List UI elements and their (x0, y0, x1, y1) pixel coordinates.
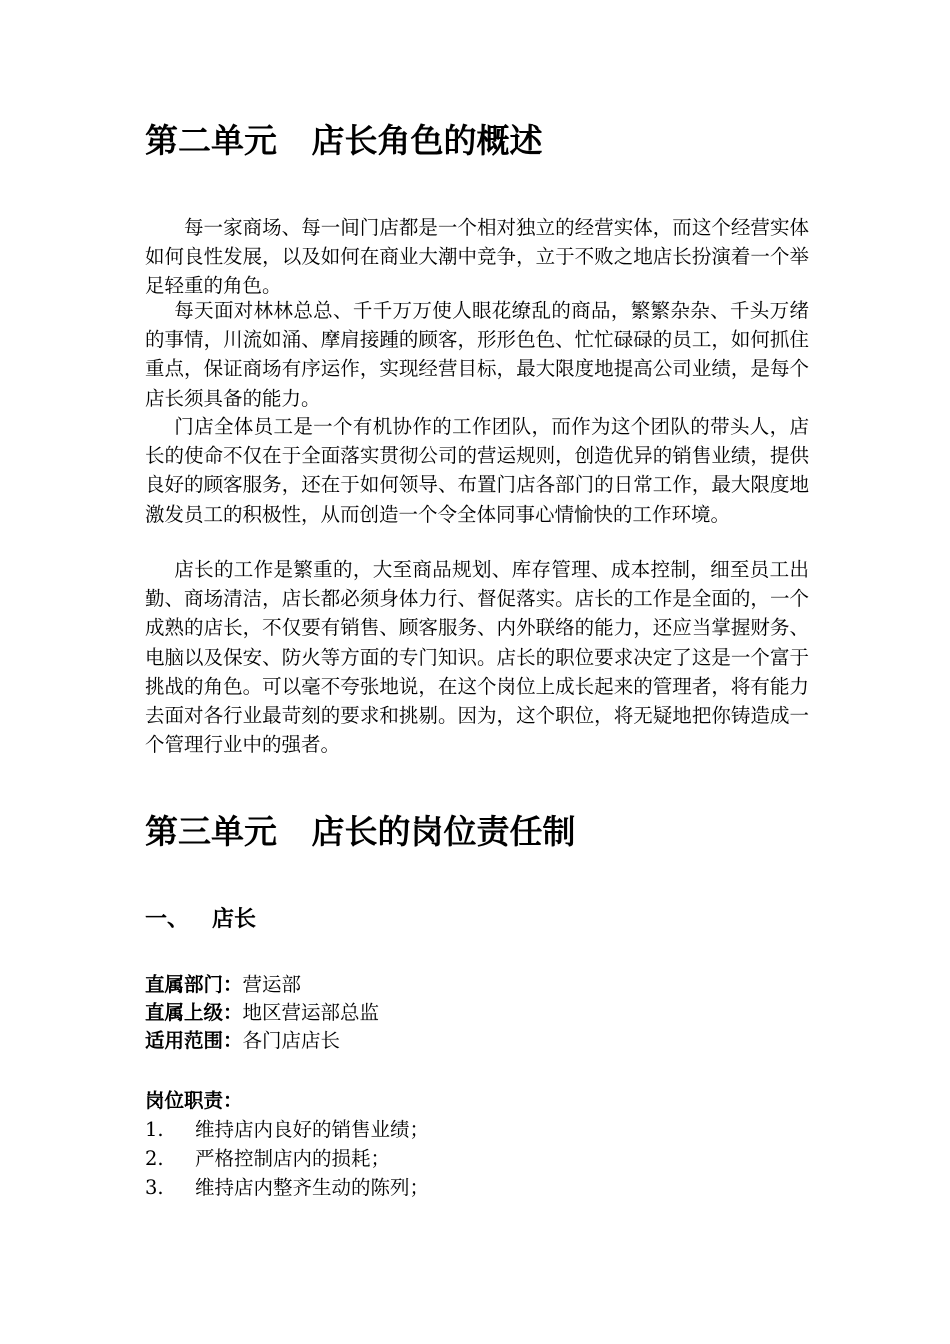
duty-item-2 (145, 1144, 390, 1173)
section2-paragraph-2: 每天面对林林总总、千千万万使人眼花缭乱的商品，繁繁杂杂、千头万绪的事情，川流如涌、摩肩接踵的顾客，形形色色、忙忙碌碌的员工，如何抓住重点，保证商场有序运作，实现经营目标，最大限度地提高公司业绩，是每个店长须具备的能力。 (145, 299, 809, 410)
field-scope-key: 适用范围： (145, 1029, 243, 1052)
duty-number: 1. (145, 1118, 164, 1141)
duty-number: 3. (145, 1176, 164, 1199)
field-superior (145, 998, 379, 1027)
section2-paragraph-4: 店长的工作是繁重的，大至商品规划、库存管理、成本控制，细至员工出勤、商场清洁，店长都必须身体力行、督促落实。店长的工作是全面的，一个成熟的店长，不仅要有销售、顾客服务、内外联络的能力，还应当掌握财务、电脑以及保安、防火等方面的专门知识。店长的职位要求决定了这是一个富于挑战的角色。可以毫不夸张地说，在这个岗位上成长起来的管理者，将有能力去面对各行业最苛刻的要求和挑剔。因为，这个职位，将无疑地把你铸造成一个管理行业中的强者。 (145, 558, 809, 757)
duties-label-row (145, 1086, 243, 1115)
duty-item-1 (145, 1115, 429, 1144)
section2-paragraph-3: 门店全体员工是一个有机协作的工作团队，而作为这个团队的带头人，店长的使命不仅在于全面落实贯彻公司的营运规则，创造优异的销售业绩，提供良好的顾客服务，还在于如何领导、布置门店各部门的日常工作，最大限度地激发员工的积极性，从而创造一个令全体同事心情愉快的工作环境。 (145, 415, 809, 526)
duty-number: 2. (145, 1147, 164, 1170)
section2-title: 第二单元 店长角色的概述 (145, 121, 543, 160)
field-superior-key: 直属上级： (145, 1001, 243, 1024)
duty-text: 严格控制店内的损耗； (195, 1147, 391, 1170)
duty-text: 维持店内整齐生动的陈列； (195, 1176, 430, 1199)
field-department-value: 营运部 (242, 973, 302, 996)
section2-paragraph-1: 每一家商场、每一间门店都是一个相对独立的经营实体，而这个经营实体如何良性发展，以及如何在商业大潮中竞争，立于不败之地店长扮演着一个举足轻重的角色。 (145, 216, 809, 298)
duties-label: 岗位职责： (145, 1089, 243, 1112)
section3-title: 第三单元 店长的岗位责任制 (145, 812, 576, 851)
duty-text: 维持店内良好的销售业绩； (195, 1118, 430, 1141)
field-department-key: 直属部门： (145, 973, 243, 996)
duty-item-3 (145, 1173, 429, 1202)
field-superior-value: 地区营运部总监 (242, 1001, 380, 1024)
section3-subtitle: 一、 店长 (145, 907, 256, 932)
field-scope-value: 各门店店长 (242, 1029, 341, 1052)
field-department (145, 970, 301, 999)
field-scope (145, 1026, 340, 1055)
